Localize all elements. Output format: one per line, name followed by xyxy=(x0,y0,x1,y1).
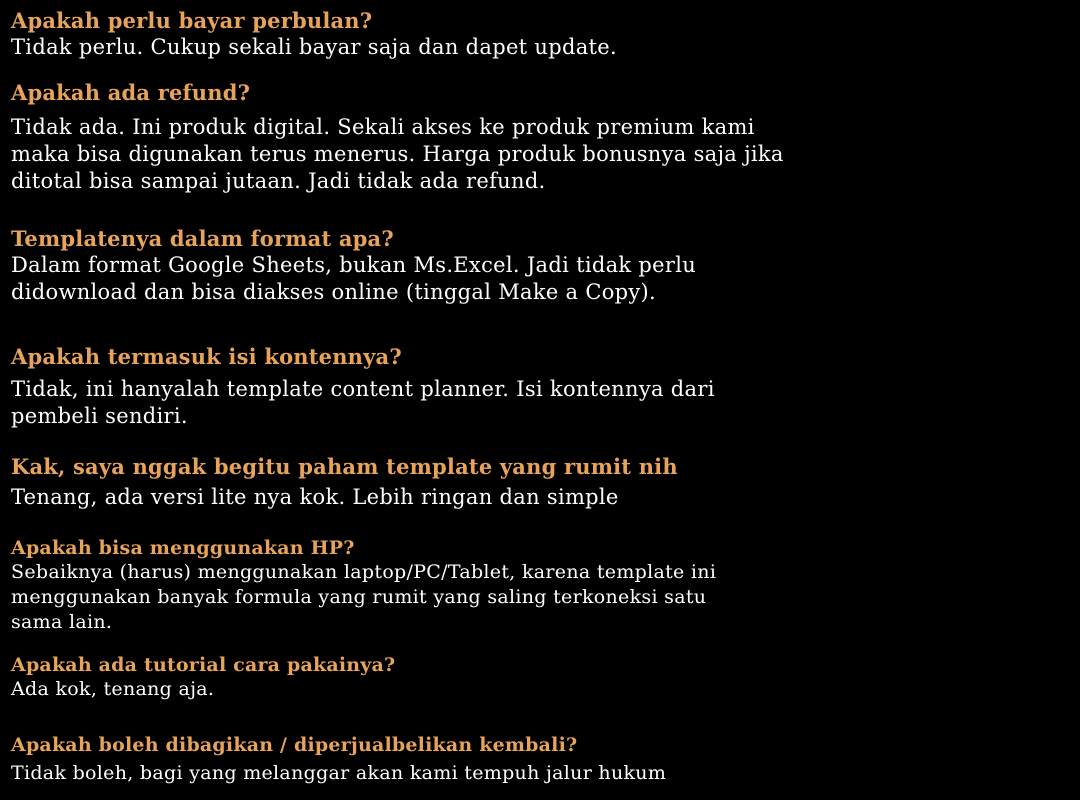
faq-answer: Tidak boleh, bagi yang melanggar akan kami tempuh jalur hukum xyxy=(11,762,667,784)
faq-answer: Tidak ada. Ini produk digital. Sekali akses ke produk premium kami maka bisa digunakan terus menerus. Harga produk bonusnya saja jika ditotal bisa sampai jutaan. Jadi tidak ada refund. xyxy=(11,115,784,193)
faq-question: Apakah ada tutorial cara pakainya? xyxy=(11,654,396,676)
faq-answer: Tenang, ada versi lite nya kok. Lebih ringan dan simple xyxy=(11,485,619,509)
faq-item-monthly-payment xyxy=(11,8,871,61)
faq-question: Apakah bisa menggunakan HP? xyxy=(11,537,355,559)
faq-question: Apakah ada refund? xyxy=(11,80,251,105)
faq-question: Apakah termasuk isi kontennya? xyxy=(11,344,402,369)
faq-question: Apakah boleh dibagikan / diperjualbelikan kembali? xyxy=(11,734,578,756)
faq-answer: Sebaiknya (harus) menggunakan laptop/PC/Tablet, karena template ini menggunakan banyak formula yang rumit yang saling terkoneksi satu sama lain. xyxy=(11,561,717,633)
faq-item-resale xyxy=(11,733,871,786)
faq-answer: Ada kok, tenang aja. xyxy=(11,678,215,700)
faq-item-template-format xyxy=(11,226,871,306)
faq-item-content-included xyxy=(11,344,871,430)
faq-item-complex-template xyxy=(11,454,871,511)
faq-question: Apakah perlu bayar perbulan? xyxy=(11,8,373,33)
faq-item-tutorial xyxy=(11,653,871,702)
faq-answer: Tidak, ini hanyalah template content planner. Isi kontennya dari pembeli sendiri. xyxy=(11,377,715,428)
faq-item-mobile-use xyxy=(11,536,871,635)
faq-item-refund xyxy=(11,80,871,195)
faq-question: Templatenya dalam format apa? xyxy=(11,226,394,251)
faq-question: Kak, saya nggak begitu paham template yang rumit nih xyxy=(11,454,678,479)
faq-answer: Dalam format Google Sheets, bukan Ms.Excel. Jadi tidak perlu didownload dan bisa diakses online (tinggal Make a Copy). xyxy=(11,253,697,304)
faq-answer: Tidak perlu. Cukup sekali bayar saja dan dapet update. xyxy=(11,35,617,59)
